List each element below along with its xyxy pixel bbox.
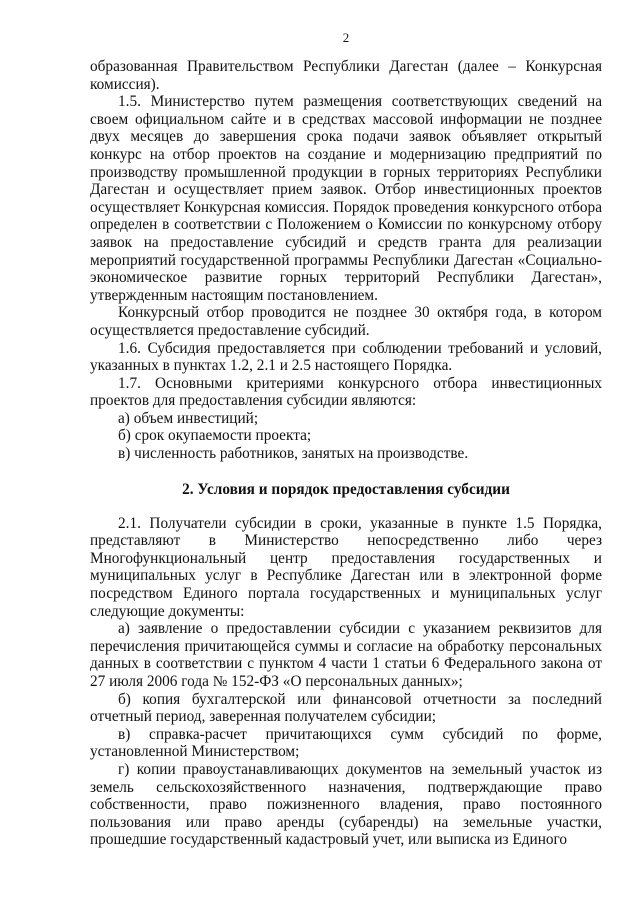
- section-heading: 2. Условия и порядок предоставления субсидии: [182, 480, 510, 498]
- document-item-c: в) справка-расчет причитающихся сумм субсидий по форме, установленной Министерством;: [90, 725, 602, 761]
- paragraph-1-7: 1.7. Основными критериями конкурсного отбора инвестиционных проектов для предоставления субсидии являются:: [90, 374, 602, 410]
- page-number: 2: [342, 30, 350, 45]
- paragraph-1-6: 1.6. Субсидия предоставляется при соблюдении требований и условий, указанных в пунктах 1.2, 2.1 и 2.5 настоящего Порядка.: [90, 339, 602, 375]
- paragraph-2-1: 2.1. Получатели субсидии в сроки, указанные в пункте 1.5 Порядка, представляют в Министерство непосредственно либо через Многофункциональный центр предоставления государственных и муниципальных услуг в Республике Дагестан или в электронной форме посредством Единого портала государственных и муниципальных услуг следующие документы:: [90, 514, 602, 620]
- criteria-item-c: в) численность работников, занятых на производстве.: [118, 445, 469, 463]
- document-item-a: а) заявление о предоставлении субсидии с указанием реквизитов для перечисления причитающейся суммы и согласие на обработку персональных данных в соответствии с пунктом 4 части 1 статьи 6 Федерального закона от 27 июля 2006 года № 152-ФЗ «О персональных данных»;: [90, 620, 602, 690]
- criteria-item-b: б) срок окупаемости проекта;: [118, 427, 312, 445]
- paragraph-deadline: Конкурсный отбор проводится не позднее 30 октября года, в котором осуществляется предоставление субсидий.: [90, 304, 602, 339]
- criteria-item-a: а) объем инвестиций;: [118, 409, 259, 427]
- document-item-b: б) копия бухгалтерской или финансовой отчетности за последний отчетный период, заверенная получателем субсидии;: [90, 690, 602, 726]
- paragraph-continuation: образованная Правительством Республики Дагестан (далее – Конкурсная комиссия).: [90, 58, 602, 93]
- document-item-d: г) копии правоустанавливающих документов на земельный участок из земель сельскохозяйственного назначения, подтверждающие право собственности, право пожизненного владения, право постоянного пользования или право аренды (субаренды) на земельные участки, прошедшие государственный кадастровый учет, или выписка из Единого: [90, 760, 602, 849]
- paragraph-1-5: 1.5. Министерство путем размещения соответствующих сведений на своем официальном сайте и в средствах массовой информации не позднее двух месяцев до завершения срока подачи заявок объявляет открытый конкурс на отбор проектов на создание и модернизацию предприятий по производству промышленной продукции в горных территориях Республики Дагестан и осуществляет прием заявок. Отбор инвестиционных проектов осуществляет Конкурсная комиссия. Порядок проведения конкурсного отбора определен в соответствии с Положением о Комиссии по конкурсному отбору заявок на предоставление субсидий и средств гранта для реализации мероприятий государственной программы Республики Дагестан «Социально-экономическое развитие горных территорий Республики Дагестан», утвержденным настоящим постановлением.: [90, 93, 602, 304]
